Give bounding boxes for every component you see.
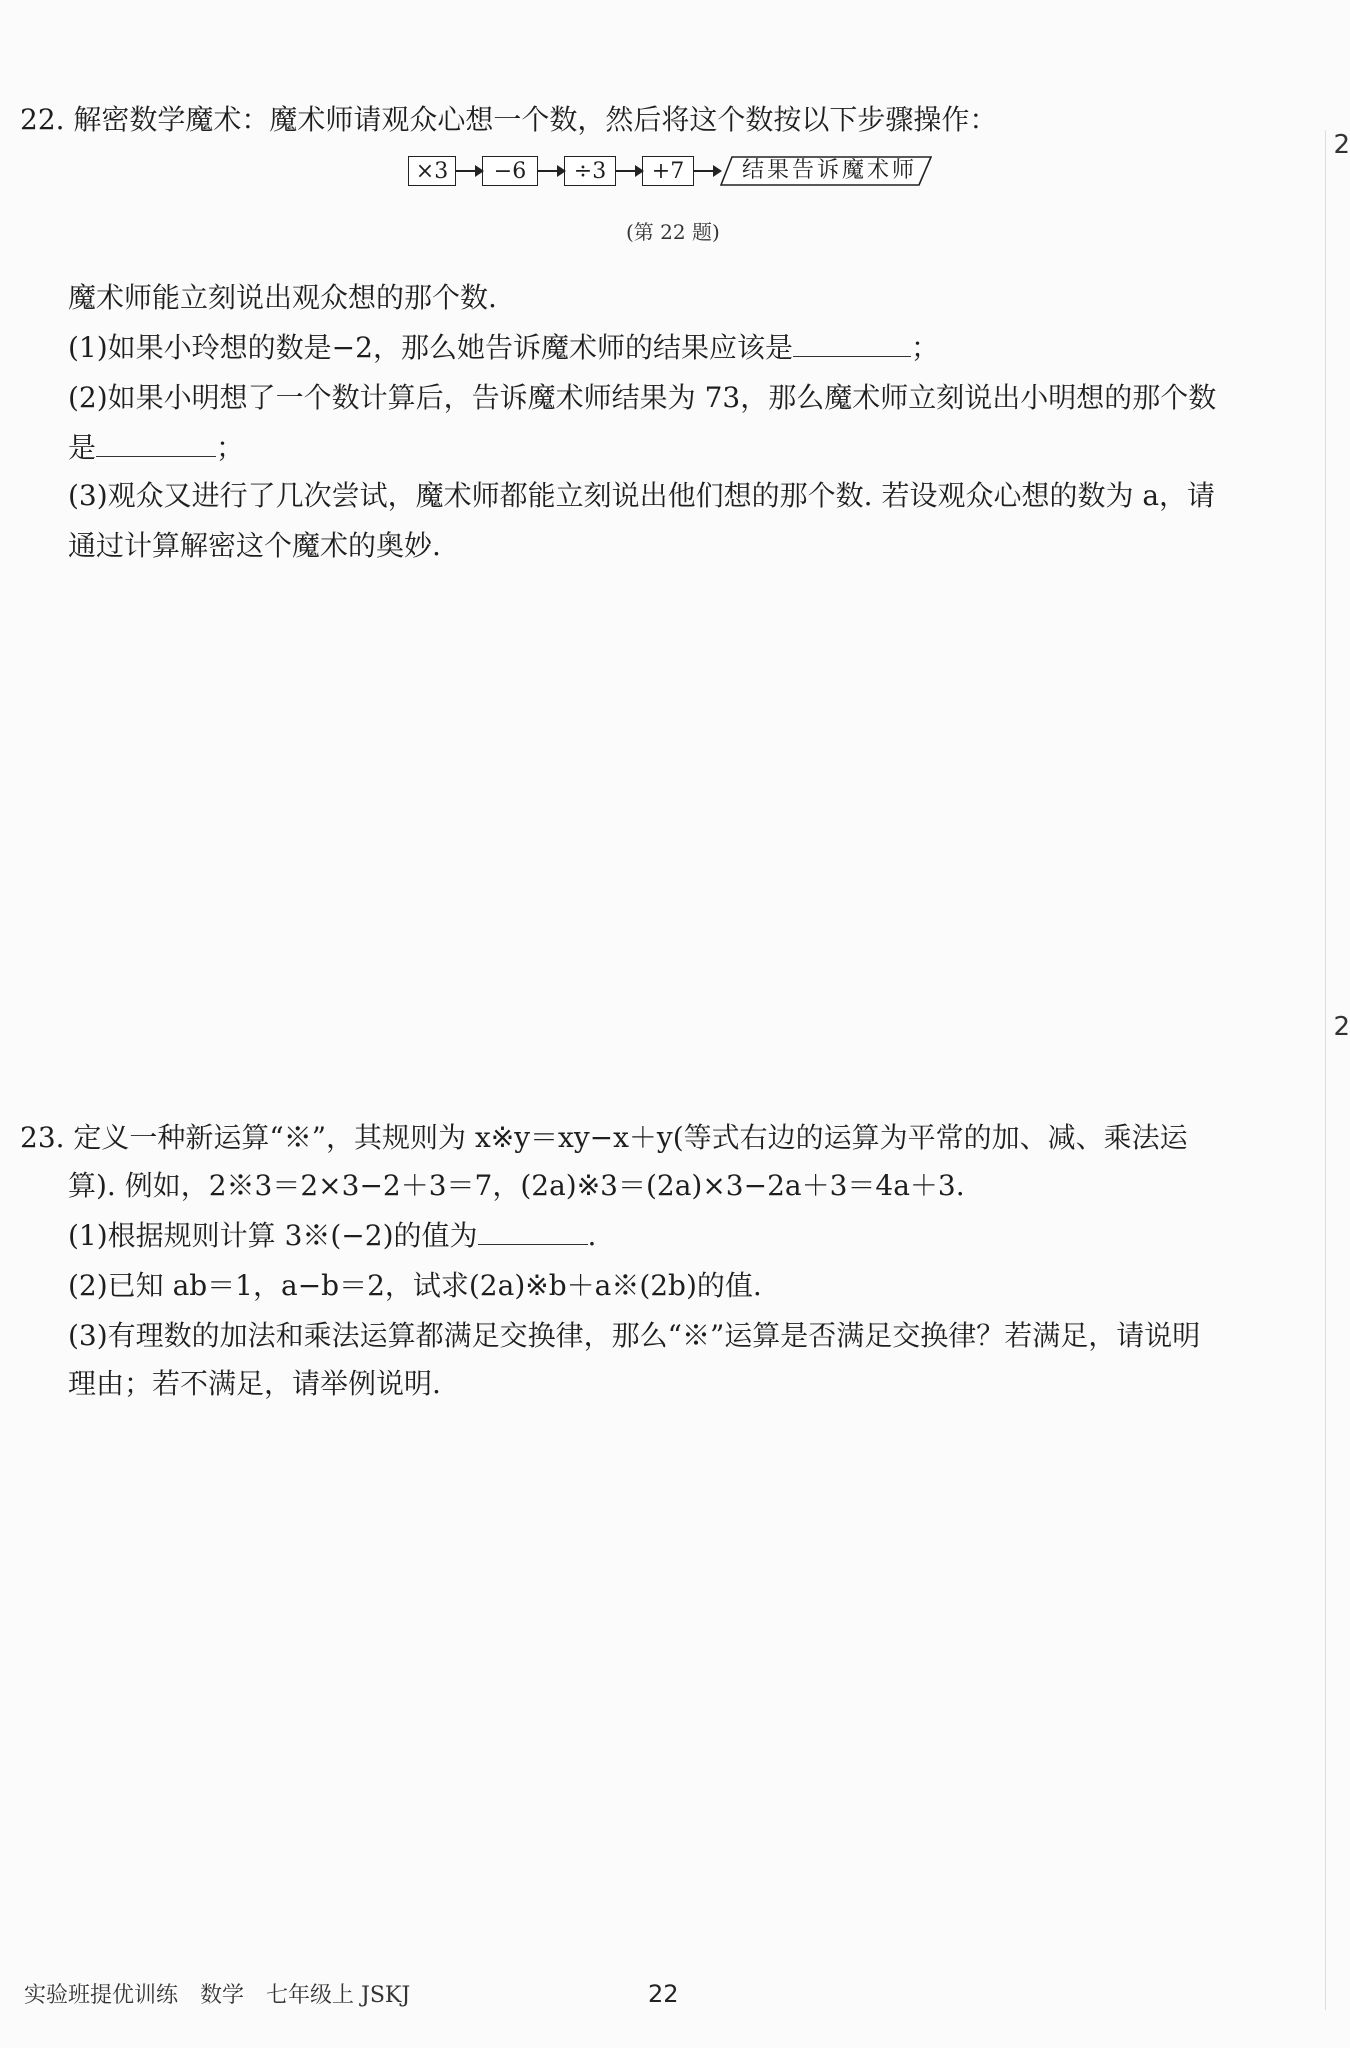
q23-part1-end: .	[587, 1219, 597, 1252]
footer-book-title: 实验班提优训练 数学 七年级上 JSKJ	[24, 1983, 411, 2008]
answer-blank-q23-1[interactable]	[478, 1218, 588, 1245]
q23-part3-line1: (3)有理数的加法和乘法运算都满足交换律，那么“※”运算是否满足交换律？若满足，请说明	[68, 1319, 1201, 1352]
q23-part2: (2)已知 ab＝1，a−b＝2，试求(2a)※b＋a※(2b)的值.	[68, 1269, 762, 1302]
q22-intro: 魔术师能立刻说出观众想的那个数.	[68, 281, 497, 314]
edge-mark-middle: 2	[1333, 1012, 1350, 1042]
flow-step-1: ×3	[408, 156, 456, 186]
q22-part2-end: ；	[216, 431, 245, 464]
edge-mark-top: 2	[1333, 130, 1350, 160]
answer-blank-q22-1[interactable]	[793, 330, 911, 357]
flow-arrow	[616, 170, 642, 172]
q22-part3-line1: (3)观众又进行了几次尝试，魔术师都能立刻说出他们想的那个数. 若设观众心想的数为 a，请	[68, 479, 1216, 512]
q22-answer-area[interactable]	[68, 580, 1288, 1050]
q22-part1	[68, 330, 939, 366]
flow-step-4: +7	[642, 156, 694, 186]
q22-part2-line1: (2)如果小明想了一个数计算后，告诉魔术师结果为 73，那么魔术师立刻说出小明想的那个数	[68, 381, 1217, 414]
q23-line2: 算). 例如，2※3＝2×3−2＋3＝7，(2a)※3＝(2a)×3−2a＋3＝4a＋3.	[68, 1169, 965, 1202]
answer-blank-q22-2[interactable]	[96, 430, 216, 457]
q22-caption: (第 22 题)	[626, 220, 720, 244]
page-edge-line	[1325, 130, 1326, 2010]
q23-answer-area[interactable]	[68, 1420, 1288, 1940]
flow-arrow	[694, 170, 720, 172]
flow-arrow	[456, 170, 482, 172]
q22-flow-diagram	[408, 154, 932, 188]
q23-part3-line2: 理由；若不满足，请举例说明.	[68, 1367, 441, 1400]
flow-arrow	[538, 170, 564, 172]
flow-end-parallelogram	[720, 156, 932, 186]
flow-end-label: 结果告诉魔术师	[742, 158, 918, 183]
q22-part2-shi: 是	[68, 431, 97, 464]
q22-part2-line2	[68, 430, 244, 466]
page-number: 22	[648, 1980, 679, 2008]
flow-step-2: −6	[482, 156, 538, 186]
q22-part1-end: ；	[910, 331, 939, 364]
q23-line1: 23. 定义一种新运算“※”，其规则为 x※y＝xy−x＋y(等式右边的运算为平常的加、减、乘法运	[20, 1121, 1188, 1154]
q23-part1-text: (1)根据规则计算 3※(−2)的值为	[68, 1219, 478, 1252]
q22-title: 22. 解密数学魔术：魔术师请观众心想一个数，然后将这个数按以下步骤操作：	[20, 103, 998, 136]
flow-step-3: ÷3	[564, 156, 616, 186]
q23-part1	[68, 1218, 596, 1254]
q22-part1-text: (1)如果小玲想的数是−2，那么她告诉魔术师的结果应该是	[68, 331, 793, 364]
q22-part3-line2: 通过计算解密这个魔术的奥妙.	[68, 529, 441, 562]
